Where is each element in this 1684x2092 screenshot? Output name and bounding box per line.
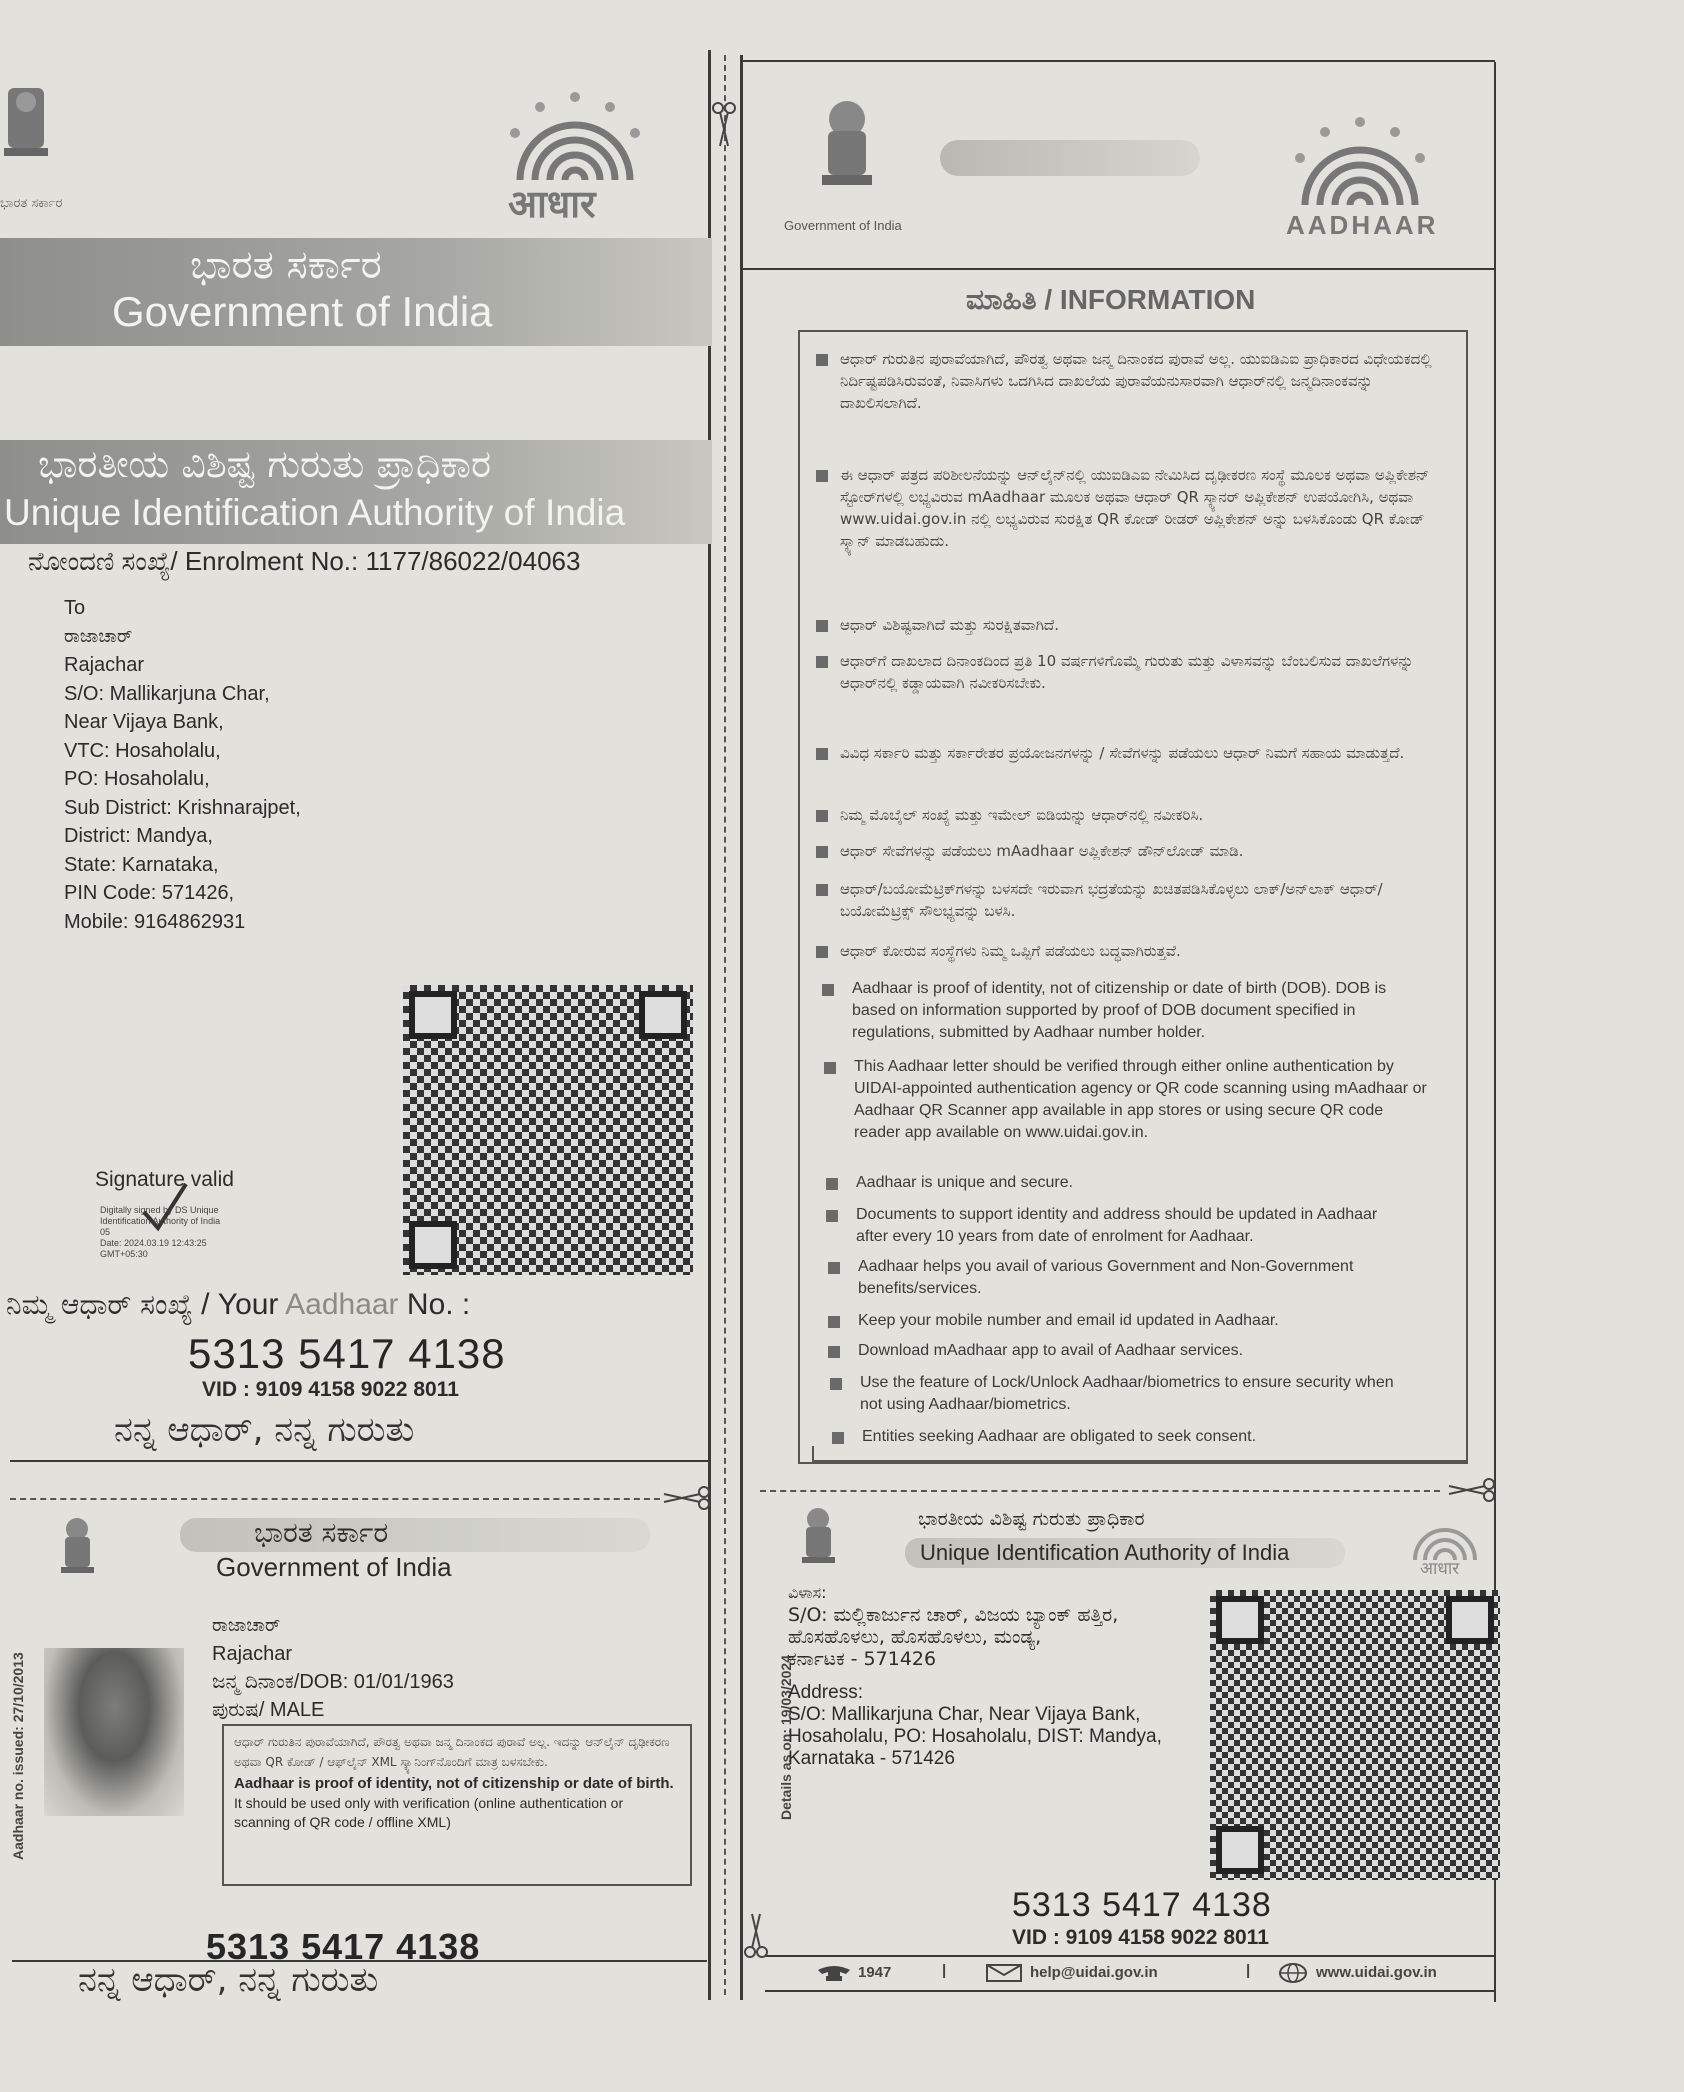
email-icon <box>986 1964 1022 1982</box>
address-line: PIN Code: 571426, <box>64 882 235 904</box>
details-date-vertical: Details as on: 19/03/2024 <box>778 1655 794 1820</box>
national-emblem-icon <box>796 1505 841 1575</box>
info-heading: ಮಾಹಿತಿ / INFORMATION <box>966 284 1256 315</box>
enrolment-label: ನೋಂದಣಿ ಸಂಖ್ಯೆ/ Enrolment No.: <box>28 546 359 576</box>
card-note-kn: ಆಧಾರ್ ಗುರುತಿನ ಪುರಾವೆಯಾಗಿದೆ, ಪೌರತ್ವ ಅಥವಾ ಜನ್ಮ ದಿನಾಂಕದ ಪುರಾವೆ ಅಲ್ಲ. ಇದನ್ನು ಆನ್‌ಲೈನ್ ದೃಢೀಕರಣ ಅಥವಾ QR ಕೋಡ್ / ಆಫ್‌ಲೈನ್ XML ಸ್ಕ್ಯಾನಿಂಗ್‌ನೊಂದಿಗೆ ಮಾತ್ರ ಬಳಸಬೇಕು. <box>234 1735 670 1769</box>
bullet-icon <box>816 846 828 858</box>
your-aadhaar-word: Aadhaar <box>285 1288 399 1321</box>
info-item-en: Entities seeking Aadhaar are obligated to seek consent. <box>862 1428 1257 1445</box>
signature-details <box>100 1205 220 1260</box>
card-note-en-bold: Aadhaar is proof of identity, not of citizenship or date of birth. <box>234 1775 674 1792</box>
holder-gender: ಪುರುಷ/ MALE <box>212 1699 325 1721</box>
bullet-icon <box>824 1062 836 1074</box>
card-uidai-kn: ಭಾರತೀಯ ವಿಶಿಷ್ಟ ಗುರುತು ಪ್ರಾಧಿಕಾರ <box>918 1508 1145 1530</box>
aadhaar-number: 5313 5417 4138 <box>188 1330 506 1377</box>
right-footer-divider <box>765 1955 1495 1957</box>
signature-detail: GMT+05:30 <box>100 1249 148 1259</box>
card-note-en: It should be used only with verification (online authentication or scanning of QR code / offline XML) <box>234 1795 624 1830</box>
national-emblem-icon <box>812 95 882 205</box>
scissors-icon <box>742 1910 770 1960</box>
tagline: ನನ್ನ ಆಧಾರ್, ನನ್ನ ಗುರುತು <box>114 1410 415 1450</box>
scissors-icon <box>660 1486 710 1510</box>
cut-line-left <box>10 1498 660 1500</box>
uidai-name-en: Unique Identification Authority of India <box>4 492 626 533</box>
bullet-icon <box>828 1316 840 1328</box>
left-section-divider <box>10 1460 708 1462</box>
enrolment-row <box>28 546 580 578</box>
gov-band <box>0 238 712 346</box>
info-item-en: Download mAadhaar app to avail of Aadhaar services. <box>858 1342 1244 1359</box>
cut-line-right <box>760 1490 1440 1492</box>
card-gov-kn: ಭಾರತ ಸರ್ಕಾರ <box>254 1516 389 1549</box>
addr-en-line: S/O: Mallikarjuna Char, Near Vijaya Bank, <box>788 1704 1141 1725</box>
signature-valid: Signature valid <box>95 1168 234 1191</box>
card-vid-number: VID : 9109 4158 9022 8011 <box>1012 1926 1269 1949</box>
card-gov-en: Government of India <box>216 1552 452 1582</box>
card-aadhaar-number: 5313 5417 4138 <box>206 1926 481 1967</box>
address-line: Near Vijaya Bank, <box>64 711 224 733</box>
card-address-en <box>788 1682 1162 1770</box>
info-box-inner <box>812 1446 1466 1462</box>
your-aadhaar-kn: ನಿಮ್ಮ ಆಧಾರ್ ಸಂಖ್ಯೆ <box>6 1288 193 1321</box>
national-emblem-icon <box>55 1515 100 1585</box>
bottom-border-right <box>765 1990 1495 1992</box>
card-footer <box>816 1962 1496 1988</box>
holder-photo <box>44 1648 184 1816</box>
info-item-kn: ವಿವಿಧ ಸರ್ಕಾರಿ ಮತ್ತು ಸರ್ಕಾರೇತರ ಪ್ರಯೋಜನಗಳನ್ನು / ಸೇವೆಗಳನ್ನು ಪಡೆಯಲು ಆಧಾರ್ ನಿಮಗೆ ಸಹಾಯ ಮಾಡುತ್ತದೆ. <box>840 744 1405 762</box>
bullet-icon <box>826 1210 838 1222</box>
phone-icon <box>816 1964 852 1982</box>
info-item-en: Documents to support identity and address should be updated in Aadhaar after every 10 years from date of enrolment for Aadhaar. <box>856 1206 1378 1245</box>
address-line: Rajachar <box>64 654 145 676</box>
addr-en-line: Hosaholalu, PO: Hosaholalu, DIST: Mandya, <box>788 1726 1162 1747</box>
card-uidai-en: Unique Identification Authority of India <box>920 1540 1290 1565</box>
bullet-icon <box>816 620 828 632</box>
address-line: State: Karnataka, <box>64 853 219 876</box>
cut-line-vertical <box>724 55 726 1995</box>
emblem-caption: Government of India <box>784 218 902 233</box>
website-link[interactable]: www.uidai.gov.in <box>1316 1964 1437 1981</box>
aadhaar-logo <box>480 85 670 225</box>
gov-name-kn: ಭಾರತ ಸರ್ಕಾರ <box>190 242 382 288</box>
gov-name-en: Government of India <box>112 288 493 335</box>
info-item-kn: ಆಧಾರ್ ಕೋರುವ ಸಂಸ್ಥೆಗಳು ನಿಮ್ಮ ಒಪ್ಪಿಗೆ ಪಡೆಯಲು ಬದ್ಧವಾಗಿರುತ್ತವೆ. <box>840 942 1181 960</box>
bullet-icon <box>828 1346 840 1358</box>
bullet-icon <box>828 1262 840 1274</box>
scissors-icon <box>1445 1478 1495 1502</box>
info-item-kn: ಆಧಾರ್‌ಗೆ ದಾಖಲಾದ ದಿನಾಂಕದಿಂದ ಪ್ರತಿ 10 ವರ್ಷಗಳಿಗೊಮ್ಮೆ ಗುರುತು ಮತ್ತು ವಿಳಾಸವನ್ನು ಬೆಂಬಲಿಸುವ ದಾಖಲೆಗಳನ್ನು ಆಧಾರ್‌ನಲ್ಲಿ ಕಡ್ಡಾಯವಾಗಿ ನವೀಕರಿಸಬೇಕು. <box>840 652 1414 692</box>
address-line: ರಾಜಾಚಾರ್ <box>64 625 133 647</box>
qr-code[interactable] <box>1210 1590 1500 1880</box>
bullet-icon <box>816 470 828 482</box>
addr-en-line: Karnataka - 571426 <box>788 1748 955 1769</box>
national-emblem-icon <box>0 80 52 190</box>
address-line: District: Mandya, <box>64 825 213 847</box>
bullet-icon <box>822 984 834 996</box>
card-logo-text: आधार <box>1420 1559 1460 1579</box>
emblem-caption: ಭಾರತ ಸರ್ಕಾರ <box>0 196 63 211</box>
header-smudge <box>940 140 1200 176</box>
info-item-en: Keep your mobile number and email id updated in Aadhaar. <box>858 1312 1279 1329</box>
bullet-icon <box>816 748 828 760</box>
address-line: VTC: Hosaholalu, <box>64 739 221 762</box>
info-item-kn: ಆಧಾರ್/ಬಯೋಮೆಟ್ರಿಕ್‌ಗಳನ್ನು ಬಳಸದೇ ಇರುವಾಗ ಭದ್ರತೆಯನ್ನು ಖಚಿತಪಡಿಸಿಕೊಳ್ಳಲು ಲಾಕ್/ಅನ್‌ಲಾಕ್ ಆಧಾರ್/ಬಯೋಮೆಟ್ರಿಕ್ಸ್ ಸೌಲಭ್ಯವನ್ನು ಬಳಸಿ. <box>840 880 1383 920</box>
info-item-en: Aadhaar helps you avail of various Government and Non-Government benefits/services. <box>858 1258 1354 1297</box>
globe-icon <box>1278 1963 1308 1983</box>
bullet-icon <box>816 946 828 958</box>
fold-line-right <box>740 55 743 2000</box>
enrolment-number: 1177/86022/04063 <box>365 546 581 576</box>
aadhaar-logo-text: आधार <box>508 182 596 226</box>
your-aadhaar-label <box>6 1288 470 1322</box>
addr-kn-line: S/O: ಮಲ್ಲಿಕಾರ್ಜುನ ಚಾರ್, ವಿಜಯ ಬ್ಯಾಂಕ್ ಹತ್ತಿರ, <box>788 1604 1119 1626</box>
bullet-icon <box>826 1178 838 1190</box>
aadhaar-logo <box>1400 1512 1490 1582</box>
card-tagline: ನನ್ನ ಆಧಾರ್, ನನ್ನ ಗುರುತು <box>78 1960 379 2000</box>
address-line: To <box>64 597 86 619</box>
scissors-icon <box>710 100 738 150</box>
bullet-icon <box>816 810 828 822</box>
your-aadhaar-suffix: No. : <box>406 1288 471 1321</box>
footer-separator: | <box>942 1962 947 1979</box>
info-item-en: This Aadhaar letter should be verified through either online authentication by UIDAI-appointed authentication agency or QR code scanning using mAadhaar or Aadhaar QR Scanner app available in app stores or using secure QR code reader app available on www.uidai.gov.in. <box>854 1058 1427 1141</box>
recipient-address <box>64 594 301 936</box>
address-line: S/O: Mallikarjuna Char, <box>64 682 270 705</box>
address-line: Sub District: Krishnarajpet, <box>64 796 301 819</box>
addr-kn-line: ಕರ್ನಾಟಕ - 571426 <box>788 1648 937 1670</box>
signature-detail: Identification Authority of India <box>100 1216 221 1226</box>
qr-code[interactable] <box>403 985 693 1275</box>
right-panel-border-top <box>743 60 1495 62</box>
addr-en-label: Address: <box>788 1682 863 1703</box>
aadhaar-logo-text: AADHAAR <box>1286 210 1439 240</box>
holder-name-en: Rajachar <box>212 1643 293 1665</box>
your-aadhaar-sep: / Your <box>201 1288 279 1321</box>
helpline-number: 1947 <box>858 1964 892 1981</box>
card-header-smudge <box>180 1518 650 1552</box>
address-line: PO: Hosaholalu, <box>64 768 210 790</box>
holder-details <box>212 1612 454 1724</box>
bullet-icon <box>816 354 828 366</box>
info-item-en: Use the feature of Lock/Unlock Aadhaar/biometrics to ensure security when not using Aadhaar/biometrics. <box>860 1374 1394 1413</box>
signature-detail: Digitally signed by DS Unique <box>100 1205 219 1215</box>
card-address-kn <box>788 1582 1118 1670</box>
info-item-kn: ಆಧಾರ್ ವಿಶಿಷ್ಟವಾಗಿದೆ ಮತ್ತು ಸುರಕ್ಷಿತವಾಗಿದೆ. <box>840 616 1059 634</box>
signature-detail: 05 <box>100 1227 111 1237</box>
bullet-icon <box>830 1378 842 1390</box>
right-header-divider <box>743 268 1495 270</box>
footer-separator: | <box>1246 1962 1251 1979</box>
info-item-en: Aadhaar is unique and secure. <box>856 1174 1074 1191</box>
addr-kn-label: ವಿಳಾಸ: <box>788 1583 827 1602</box>
addr-kn-line: ಹೊಸಹೊಳಲು, ಹೊಸಹೊಳಲು, ಮಂಡ್ಯ, <box>788 1626 1042 1648</box>
bullet-icon <box>816 656 828 668</box>
address-line: Mobile: 9164862931 <box>64 910 246 933</box>
issue-date-vertical: Aadhaar no. issued: 27/10/2013 <box>10 1652 26 1860</box>
info-item-kn: ಆಧಾರ್ ಗುರುತಿನ ಪುರಾವೆಯಾಗಿದೆ, ಪೌರತ್ವ ಅಥವಾ ಜನ್ಮ ದಿನಾಂಕದ ಪುರಾವೆ ಅಲ್ಲ. ಯುಐಡಿಎಐ ಪ್ರಾಧಿಕಾರದ ವಿಧೇಯಕದಲ್ಲಿ ನಿರ್ದಿಷ್ಟಪಡಿಸಿರುವಂತೆ, ನಿವಾಸಿಗಳು ಒದಗಿಸಿದ ದಾಖಲೆಯ ಪುರಾವೆಯನುಸಾರವಾಗಿ ಆಧಾರ್‌ನಲ್ಲಿ ಜನ್ಮದಿನಾಂಕವನ್ನು ದಾಖಲಿಸಲಾಗಿದೆ. <box>840 350 1432 412</box>
card-side-text <box>4 1652 34 1880</box>
aadhaar-logo <box>1270 110 1450 240</box>
info-item-en: Aadhaar is proof of identity, not of citizenship or date of birth (DOB). DOB is based on information supported by proof of DOB document specified in regulations, submitted by Aadhaar number holder. <box>852 980 1387 1041</box>
card-aadhaar-number: 5313 5417 4138 <box>1012 1886 1272 1924</box>
vid-number: VID : 9109 4158 9022 8011 <box>202 1378 459 1401</box>
bullet-icon <box>832 1432 844 1444</box>
uidai-name-kn: ಭಾರತೀಯ ವಿಶಿಷ್ಟ ಗುರುತು ಪ್ರಾಧಿಕಾರ <box>38 442 492 486</box>
holder-dob: ಜನ್ಮ ದಿನಾಂಕ/DOB: 01/01/1963 <box>212 1671 454 1693</box>
help-email[interactable]: help@uidai.gov.in <box>1030 1964 1158 1981</box>
info-item-kn: ಈ ಆಧಾರ್ ಪತ್ರದ ಪರಿಶೀಲನೆಯನ್ನು ಆನ್‌ಲೈನ್‌ನಲ್ಲಿ ಯುಐಡಿಎಐ ನೇಮಿಸಿದ ದೃಢೀಕರಣ ಸಂಸ್ಥೆ ಮೂಲಕ ಅಥವಾ ಅಪ್ಲಿಕೇಶನ್ ಸ್ಟೋರ್‌ಗಳಲ್ಲಿ ಲಭ್ಯವಿರುವ mAadhaar ಮೂಲಕ ಅಥವಾ ಆಧಾರ್ QR ಸ್ಕ್ಯಾನರ್ ಅಪ್ಲಿಕೇಶನ್ ಉಪಯೋಗಿಸಿ, ಅಥವಾ www.uidai.gov.in ನಲ್ಲಿ ಲಭ್ಯವಿರುವ ಸುರಕ್ಷಿತ QR ಕೋಡ್ ರೀಡರ್ ಅಪ್ಲಿಕೇಶನ್ ಅನ್ನು ಬಳಸಿಕೊಂಡು QR ಕೋಡ್ ಸ್ಕ್ಯಾನ್ ಮಾಡಬಹುದು. <box>840 466 1430 550</box>
signature-detail: Date: 2024.03.19 12:43:25 <box>100 1238 207 1248</box>
bullet-icon <box>816 884 828 896</box>
info-item-kn: ಆಧಾರ್ ಸೇವೆಗಳನ್ನು ಪಡೆಯಲು mAadhaar ಅಪ್ಲಿಕೇಶನ್ ಡೌನ್‌ಲೋಡ್ ಮಾಡಿ. <box>840 842 1244 860</box>
info-item-kn: ನಿಮ್ಮ ಮೊಬೈಲ್ ಸಂಖ್ಯೆ ಮತ್ತು ಇಮೇಲ್ ಐಡಿಯನ್ನು ಆಧಾರ್‌ನಲ್ಲಿ ನವೀಕರಿಸಿ. <box>840 806 1204 824</box>
card-side-text <box>774 1655 800 1840</box>
holder-name-kn: ರಾಜಾಚಾರ್ <box>212 1615 281 1636</box>
card-note-box <box>222 1724 692 1886</box>
uidai-band <box>0 440 712 544</box>
